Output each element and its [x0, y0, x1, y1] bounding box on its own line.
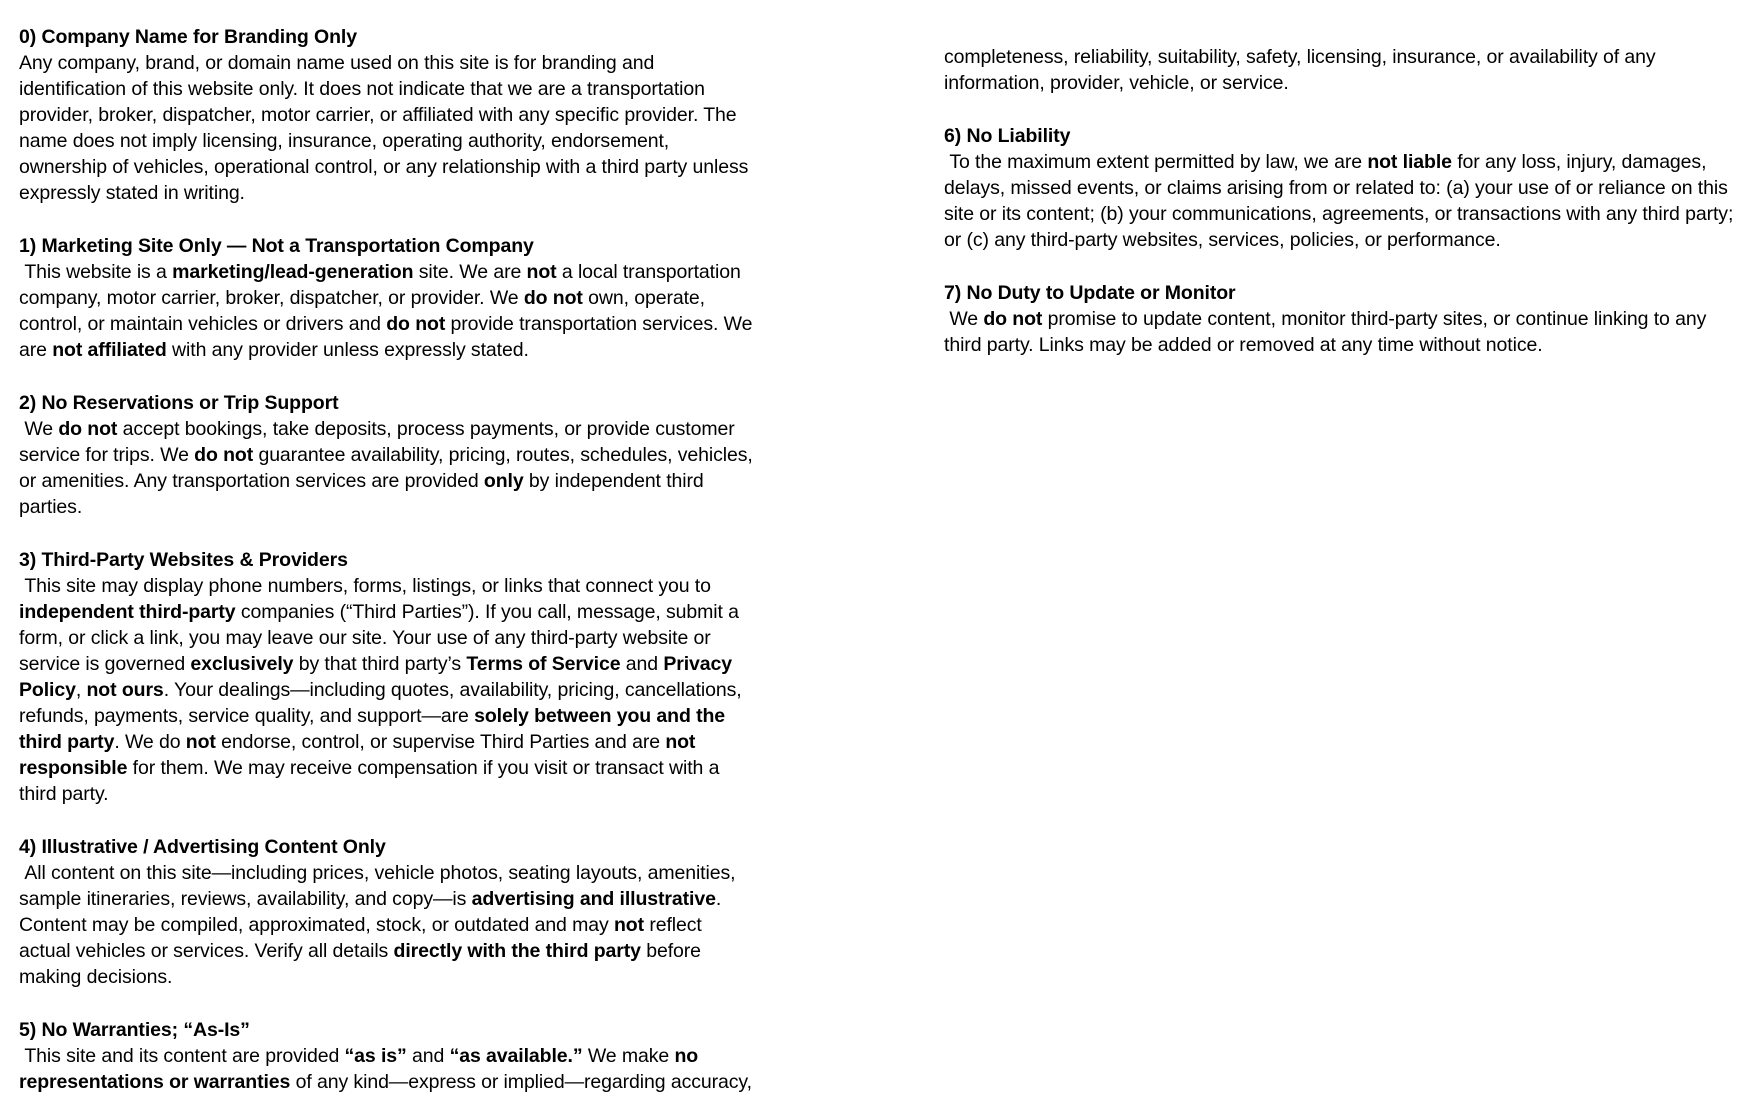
- disclaimer-section: [19, 547, 757, 807]
- section-heading: 1) Marketing Site Only — Not a Transportation Company: [19, 235, 534, 257]
- disclaimer-section: [19, 233, 757, 363]
- section-heading: 0) Company Name for Branding Only: [19, 26, 357, 48]
- section-body: This site may display phone numbers, forms, listings, or links that connect you to independent third-party companies (“Third Parties”). If you call, message, submit a form, or click a link, you may leave our site. Your use of any third-party website or service is governed exclusively by that third party’s Terms of Service and Privacy Policy, not ours. Your dealings—including quotes, availability, pricing, cancellations, refunds, payments, service quality, and support—are solely between you and the third party. We do not endorse, control, or supervise Third Parties and are not responsible for them. We may receive compensation if you visit or transact with a third party.: [19, 575, 747, 805]
- disclaimer-section: [944, 44, 1736, 96]
- section-heading: 2) No Reservations or Trip Support: [19, 392, 339, 414]
- section-body: completeness, reliability, suitability, safety, licensing, insurance, or availability of any information, provider, vehicle, or service.: [944, 46, 1661, 94]
- section-heading: 3) Third-Party Websites & Providers: [19, 549, 348, 571]
- disclaimer-section: [19, 834, 757, 990]
- section-heading: 5) No Warranties; “As-Is”: [19, 1019, 250, 1041]
- disclaimer-section: [19, 390, 757, 520]
- section-body: This website is a marketing/lead-generation site. We are not a local transportation company, motor carrier, broker, dispatcher, or provider. We do not own, operate, control, or maintain vehicles or drivers and do not provide transportation services. We are not affiliated with any provider unless expressly stated.: [19, 261, 758, 361]
- section-body: We do not accept bookings, take deposits, process payments, or provide customer service for trips. We do not guarantee availability, pricing, routes, schedules, vehicles, or amenities. Any transportation services are provided only by independent third parties.: [19, 418, 759, 518]
- disclaimer-section: [19, 24, 757, 206]
- section-heading: 6) No Liability: [944, 125, 1071, 147]
- disclaimer-section: [944, 280, 1736, 358]
- section-body: All content on this site—including prices, vehicle photos, seating layouts, amenities, sample itineraries, reviews, availability, and copy—is advertising and illustrative. Content may be compiled, approximated, stock, or outdated and may not reflect actual vehicles or services. Verify all details directly with the third party before making decisions.: [19, 862, 741, 988]
- section-body: This site and its content are provided “as is” and “as available.” We make no representations or warranties of any kind—express or implied—regarding accuracy,: [19, 1045, 752, 1093]
- section-heading: 7) No Duty to Update or Monitor: [944, 282, 1236, 304]
- section-body: To the maximum extent permitted by law, we are not liable for any loss, injury, damages, delays, missed events, or claims arising from or related to: (a) your use of or reliance on this site or its content; (b) your communications, agreements, or transactions with any third party; or (c) any third-party websites, services, policies, or performance.: [944, 151, 1739, 251]
- section-heading: 4) Illustrative / Advertising Content Only: [19, 836, 386, 858]
- right-column: [944, 24, 1739, 385]
- section-body: We do not promise to update content, monitor third-party sites, or continue linking to any third party. Links may be added or removed at any time without notice.: [944, 308, 1712, 356]
- left-column: [19, 24, 757, 1113]
- section-body: Any company, brand, or domain name used on this site is for branding and identification of this website only. It does not indicate that we are a transportation provider, broker, dispatcher, motor carrier, or affiliated with any specific provider. The name does not imply licensing, insurance, operating authority, endorsement, ownership of vehicles, operational control, or any relationship with a third party unless expressly stated in writing.: [19, 52, 754, 204]
- disclaimer-section: [19, 1017, 757, 1095]
- disclaimer-section: [944, 123, 1739, 253]
